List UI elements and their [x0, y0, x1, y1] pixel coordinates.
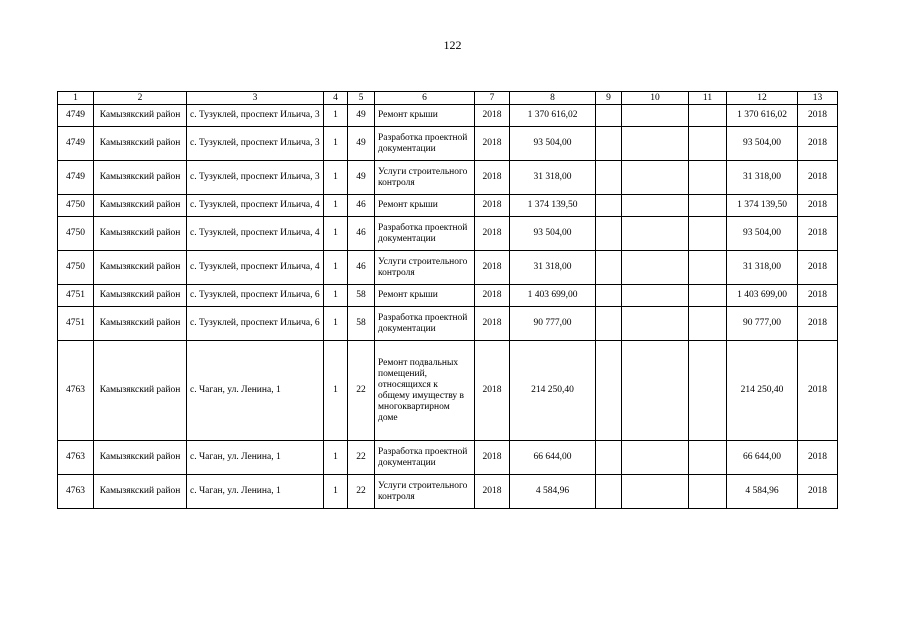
work-type-cell: Разработка проектной документации: [375, 307, 475, 341]
completion-year-cell: 2018: [798, 341, 838, 441]
column-header-4: 4: [324, 92, 348, 105]
table-row: [58, 441, 838, 475]
work-type-cell: Ремонт крыши: [375, 195, 475, 217]
col-10-cell: [622, 195, 689, 217]
completion-year-cell: 2018: [798, 285, 838, 307]
year-cell: 2018: [475, 285, 510, 307]
cost-cell: 31 318,00: [510, 161, 596, 195]
district-cell: Камызякский район: [94, 217, 187, 251]
district-cell: Камызякский район: [94, 161, 187, 195]
col-5-cell: 49: [348, 161, 375, 195]
cost-cell: 214 250,40: [510, 341, 596, 441]
cost-cell: 1 403 699,00: [510, 285, 596, 307]
total-cost-cell: 90 777,00: [727, 307, 798, 341]
cost-cell: 1 370 616,02: [510, 105, 596, 127]
address-cell: с. Тузуклей, проспект Ильича, 3: [187, 127, 324, 161]
total-cost-cell: 93 504,00: [727, 217, 798, 251]
address-cell: с. Тузуклей, проспект Ильича, 3: [187, 161, 324, 195]
completion-year-cell: 2018: [798, 127, 838, 161]
column-header-12: 12: [727, 92, 798, 105]
completion-year-cell: 2018: [798, 307, 838, 341]
col-9-cell: [596, 341, 622, 441]
total-cost-cell: 1 370 616,02: [727, 105, 798, 127]
col-4-cell: 1: [324, 251, 348, 285]
completion-year-cell: 2018: [798, 441, 838, 475]
total-cost-cell: 93 504,00: [727, 127, 798, 161]
district-cell: Камызякский район: [94, 285, 187, 307]
district-cell: Камызякский район: [94, 441, 187, 475]
cost-cell: 93 504,00: [510, 127, 596, 161]
col-11-cell: [689, 251, 727, 285]
address-cell: с. Тузуклей, проспект Ильича, 3: [187, 105, 324, 127]
column-header-10: 10: [622, 92, 689, 105]
col-10-cell: [622, 161, 689, 195]
col-4-cell: 1: [324, 161, 348, 195]
column-header-7: 7: [475, 92, 510, 105]
address-cell: с. Чаган, ул. Ленина, 1: [187, 475, 324, 509]
work-type-cell: Разработка проектной документации: [375, 441, 475, 475]
col-9-cell: [596, 161, 622, 195]
year-cell: 2018: [475, 217, 510, 251]
table-row: [58, 105, 838, 127]
record-id-cell: 4749: [58, 127, 94, 161]
col-5-cell: 58: [348, 307, 375, 341]
table-row: [58, 251, 838, 285]
col-10-cell: [622, 285, 689, 307]
cost-cell: 66 644,00: [510, 441, 596, 475]
address-cell: с. Тузуклей, проспект Ильича, 4: [187, 195, 324, 217]
col-9-cell: [596, 195, 622, 217]
col-9-cell: [596, 441, 622, 475]
col-4-cell: 1: [324, 285, 348, 307]
district-cell: Камызякский район: [94, 251, 187, 285]
col-10-cell: [622, 441, 689, 475]
cost-cell: 1 374 139,50: [510, 195, 596, 217]
col-5-cell: 46: [348, 195, 375, 217]
record-id-cell: 4750: [58, 217, 94, 251]
col-10-cell: [622, 341, 689, 441]
district-cell: Камызякский район: [94, 195, 187, 217]
total-cost-cell: 31 318,00: [727, 251, 798, 285]
col-9-cell: [596, 475, 622, 509]
col-4-cell: 1: [324, 307, 348, 341]
column-header-6: 6: [375, 92, 475, 105]
work-type-cell: Ремонт крыши: [375, 285, 475, 307]
column-header-11: 11: [689, 92, 727, 105]
table-row: [58, 475, 838, 509]
table-row: [58, 341, 838, 441]
col-5-cell: 22: [348, 441, 375, 475]
column-header-13: 13: [798, 92, 838, 105]
col-10-cell: [622, 251, 689, 285]
cost-cell: 93 504,00: [510, 217, 596, 251]
work-type-cell: Услуги строительного контроля: [375, 251, 475, 285]
col-10-cell: [622, 217, 689, 251]
record-id-cell: 4750: [58, 251, 94, 285]
record-id-cell: 4763: [58, 475, 94, 509]
col-5-cell: 22: [348, 475, 375, 509]
work-type-cell: Ремонт крыши: [375, 105, 475, 127]
col-4-cell: 1: [324, 475, 348, 509]
col-5-cell: 58: [348, 285, 375, 307]
completion-year-cell: 2018: [798, 161, 838, 195]
district-cell: Камызякский район: [94, 105, 187, 127]
col-5-cell: 22: [348, 341, 375, 441]
col-5-cell: 46: [348, 251, 375, 285]
col-11-cell: [689, 341, 727, 441]
district-cell: Камызякский район: [94, 307, 187, 341]
table-row: [58, 217, 838, 251]
year-cell: 2018: [475, 341, 510, 441]
col-5-cell: 49: [348, 127, 375, 161]
address-cell: с. Тузуклей, проспект Ильича, 4: [187, 217, 324, 251]
col-11-cell: [689, 195, 727, 217]
record-id-cell: 4763: [58, 441, 94, 475]
col-9-cell: [596, 105, 622, 127]
column-header-1: 1: [58, 92, 94, 105]
year-cell: 2018: [475, 161, 510, 195]
col-9-cell: [596, 251, 622, 285]
completion-year-cell: 2018: [798, 195, 838, 217]
total-cost-cell: 214 250,40: [727, 341, 798, 441]
work-type-cell: Услуги строительного контроля: [375, 475, 475, 509]
col-11-cell: [689, 441, 727, 475]
year-cell: 2018: [475, 127, 510, 161]
col-11-cell: [689, 475, 727, 509]
col-10-cell: [622, 475, 689, 509]
record-id-cell: 4751: [58, 307, 94, 341]
total-cost-cell: 1 374 139,50: [727, 195, 798, 217]
cost-cell: 4 584,96: [510, 475, 596, 509]
district-cell: Камызякский район: [94, 127, 187, 161]
col-4-cell: 1: [324, 441, 348, 475]
col-4-cell: 1: [324, 341, 348, 441]
page-number: 122: [443, 38, 462, 52]
col-11-cell: [689, 127, 727, 161]
address-cell: с. Тузуклей, проспект Ильича, 4: [187, 251, 324, 285]
completion-year-cell: 2018: [798, 105, 838, 127]
column-header-5: 5: [348, 92, 375, 105]
year-cell: 2018: [475, 307, 510, 341]
table-row: [58, 285, 838, 307]
address-cell: с. Чаган, ул. Ленина, 1: [187, 441, 324, 475]
work-type-cell: Разработка проектной документации: [375, 217, 475, 251]
col-10-cell: [622, 105, 689, 127]
col-11-cell: [689, 161, 727, 195]
table-row: [58, 195, 838, 217]
col-9-cell: [596, 217, 622, 251]
year-cell: 2018: [475, 195, 510, 217]
total-cost-cell: 1 403 699,00: [727, 285, 798, 307]
address-cell: с. Тузуклей, проспект Ильича, 6: [187, 307, 324, 341]
column-number-row: [58, 92, 838, 105]
record-id-cell: 4750: [58, 195, 94, 217]
col-9-cell: [596, 307, 622, 341]
district-cell: Камызякский район: [94, 341, 187, 441]
year-cell: 2018: [475, 105, 510, 127]
total-cost-cell: 31 318,00: [727, 161, 798, 195]
col-9-cell: [596, 127, 622, 161]
cost-cell: 90 777,00: [510, 307, 596, 341]
record-id-cell: 4751: [58, 285, 94, 307]
address-cell: с. Чаган, ул. Ленина, 1: [187, 341, 324, 441]
repair-schedule-table: [57, 91, 838, 509]
completion-year-cell: 2018: [798, 217, 838, 251]
column-header-3: 3: [187, 92, 324, 105]
table-row: [58, 161, 838, 195]
work-type-cell: Разработка проектной документации: [375, 127, 475, 161]
column-header-8: 8: [510, 92, 596, 105]
cost-cell: 31 318,00: [510, 251, 596, 285]
record-id-cell: 4749: [58, 161, 94, 195]
total-cost-cell: 4 584,96: [727, 475, 798, 509]
completion-year-cell: 2018: [798, 475, 838, 509]
total-cost-cell: 66 644,00: [727, 441, 798, 475]
col-11-cell: [689, 307, 727, 341]
work-type-cell: Ремонт подвальных помещений, относящихся к общему имуществу в многоквартирном доме: [375, 341, 475, 441]
col-10-cell: [622, 127, 689, 161]
col-11-cell: [689, 285, 727, 307]
table-row: [58, 127, 838, 161]
completion-year-cell: 2018: [798, 251, 838, 285]
year-cell: 2018: [475, 441, 510, 475]
column-header-2: 2: [94, 92, 187, 105]
record-id-cell: 4749: [58, 105, 94, 127]
col-5-cell: 46: [348, 217, 375, 251]
district-cell: Камызякский район: [94, 475, 187, 509]
work-type-cell: Услуги строительного контроля: [375, 161, 475, 195]
col-4-cell: 1: [324, 127, 348, 161]
year-cell: 2018: [475, 251, 510, 285]
address-cell: с. Тузуклей, проспект Ильича, 6: [187, 285, 324, 307]
col-4-cell: 1: [324, 105, 348, 127]
record-id-cell: 4763: [58, 341, 94, 441]
col-4-cell: 1: [324, 195, 348, 217]
col-9-cell: [596, 285, 622, 307]
column-header-9: 9: [596, 92, 622, 105]
col-11-cell: [689, 217, 727, 251]
table-row: [58, 307, 838, 341]
year-cell: 2018: [475, 475, 510, 509]
col-5-cell: 49: [348, 105, 375, 127]
col-10-cell: [622, 307, 689, 341]
col-11-cell: [689, 105, 727, 127]
col-4-cell: 1: [324, 217, 348, 251]
